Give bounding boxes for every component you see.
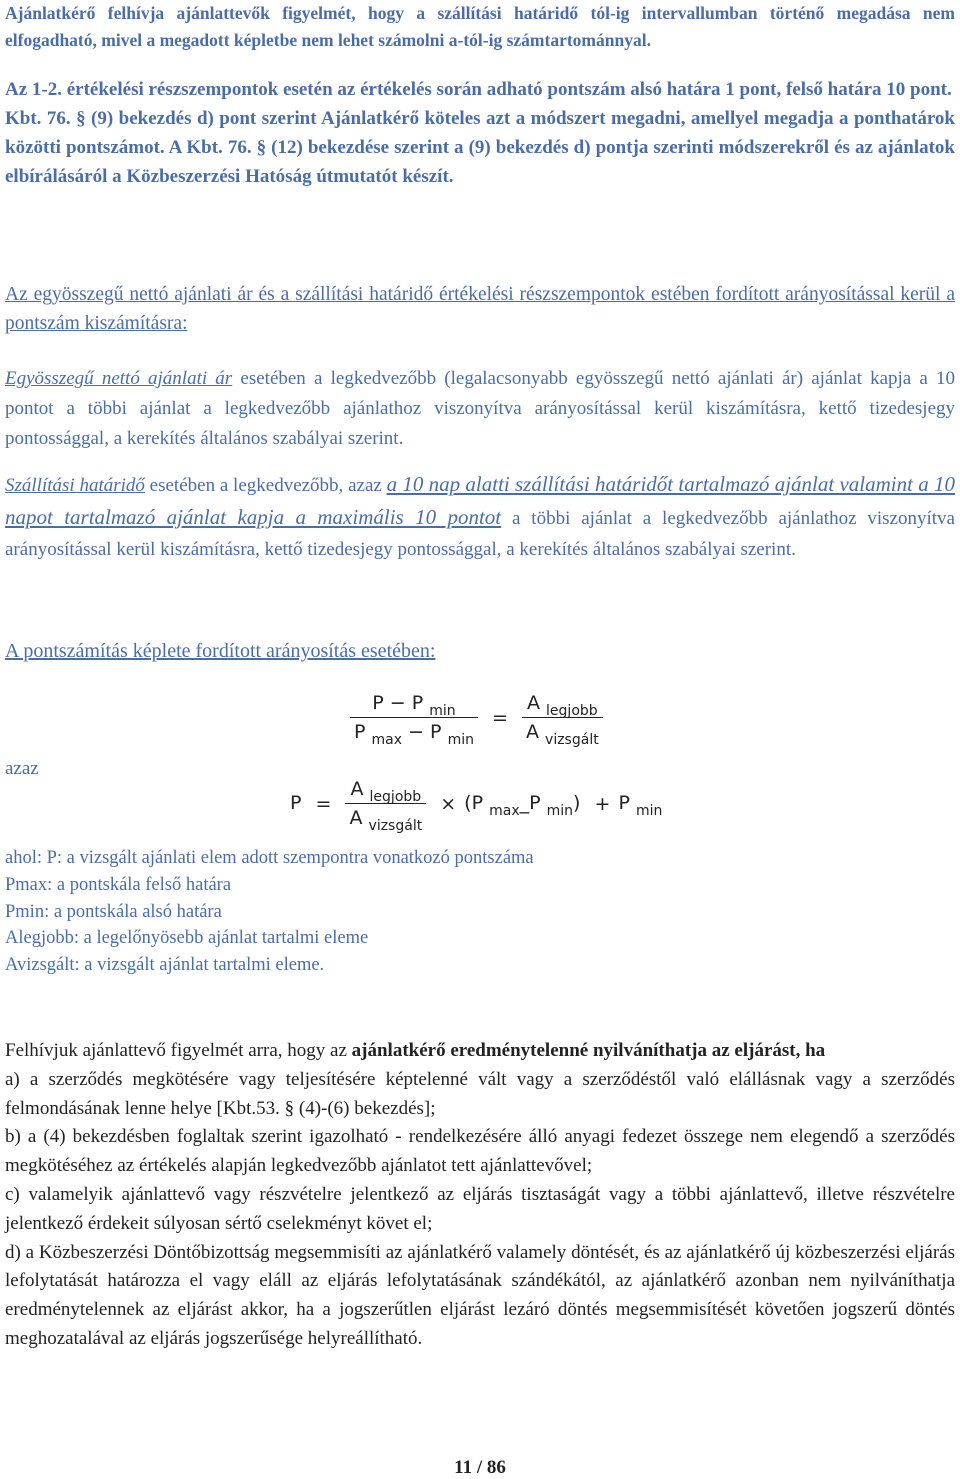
kbt-reference-b: (9) bekezdés d) pont szerint Ajánlatkérő köteles azt a módszert megadni, amellyel megadja a ponthatárok közötti pontszámot. A Kbt. 76. [5,108,955,158]
condition-c: c) valamelyik ajánlattevő vagy részvételre jelentkező az eljárás tisztaságát vagy a többi ajánlattevő, illetve részvételre jelentkező érdekeit súlyosan sértő cselekményt követ el; [5,1183,955,1234]
formula-score-fraction: $\frac{A _{legjobb}}{A _{vizsgált}}$ [345,778,426,829]
paragraph-sign: § [76,108,86,129]
formula-heading: A pontszámítás képlete fordított arányosítás esetében: [5,640,436,662]
formula-left-fraction: $\frac{P - P _{min}}{P _{max} - P _{min}}$ [350,692,478,743]
unsuccessful-procedure-section [5,1037,955,1354]
equals-sign: = [492,706,508,729]
delivery-blue-text: esetében a legkedvezőbb, azaz [144,475,387,496]
condition-b: b) a (4) bekezdésben foglaltak szerint igazolható - rendelkezésére álló anyagi fedezet összege nem elegendő a szerződés megkötéséhez az értékelés alapján legkedvezőbb ajánlatot tett ajánlattevővel; [5,1126,955,1177]
paragraph-sign: § [256,137,267,158]
page-number: 11 / 86 [454,1457,506,1478]
document-page [5,0,955,1479]
net-price-paragraph [5,364,955,454]
score-range-line: Az 1-2. értékelési részszempontok esetén az értékelés során adható pontszám alsó határa 1 pont, felső határa 10 pont. [5,79,952,100]
net-price-blue-text: esetében a legkedvezőbb (legalacsonyabb egyösszegű nettó ajánlati ár) [232,368,804,389]
formula-score: P = $\frac{A _{legjobb}}{A _{vizsgált}}$ × (P $_{max}$_P $_{min}$) + P $_{min}$ [290,778,663,834]
azaz-label: azaz [5,758,39,779]
inverse-proportion-heading: Az egyösszegű nettó ajánlati ár és a szállítási határidő értékelési részszempontok estében fordított arányosítással kerül a pontszám kiszámításra: [5,284,955,334]
formula-ratio [350,692,603,748]
delivery-paragraph [5,469,955,566]
kbt-reference-c: (12) bekezdése szerint a (9) bekezdés d) pontja szerinti módszerekről és az ajánlatok elbírálásáról a Közbeszerzési Hatóság útmutatót készít. [5,137,955,187]
delivery-body: a többi ajánlat a legkedvezőbb ajánlathoz viszonyítva arányosítással kerül kiszámításra, kettő tizedesjegy pontossággal, a kerekítés általános szabályai szerint. [5,507,955,560]
definition-item: Pmin: a pontskála alsó határa [5,901,222,922]
condition-a: a) a szerződés megkötésére vagy teljesítésére képtelenné vált vagy a szerződéstől való elállásnak vagy a szerződés felmondásának lenne helye [Kbt.53. § (4)-(6) bekezdés]; [5,1068,955,1119]
delivery-highlight: a 10 nap alatti szállítási határidőt tartalmazó ajánlat valamint a 10 napot tartalmazó ajánlat kapja a maximális 10 pontot [5,472,955,529]
formula-definitions [5,845,955,979]
definition-item: Alegjobb: a legelőnyösebb ajánlat tartalmi eleme [5,928,369,949]
definition-item: Avizsgált: a vizsgált ajánlat tartalmi eleme. [5,955,325,976]
notice-paragraph: Ajánlatkérő felhívja ajánlattevők figyelmét, hogy a szállítási határidő tól-ig intervallumban történő megadása nem elfogadható, mivel a megadott képletbe nem lehet számolni a-tól-ig számtartománnyal. [5,3,955,50]
unsuccessful-intro: Felhívjuk ajánlattevő figyelmét arra, hogy az ajánlatkérő eredménytelenné nyilváníthatja az eljárást, ha [5,1040,826,1061]
net-price-body: ajánlat kapja a 10 pontot a többi ajánlat a legkedvezőbb ajánlathoz viszonyítva arányosítással kerül kiszámításra, kettő tizedesjegy pontossággal, a kerekítés általános szabályai szerint. [5,368,956,449]
definition-item: Pmax: a pontskála felső határa [5,874,232,895]
definition-item: ahol: P: a vizsgált ajánlati elem adott szempontra vonatkozó pontszáma [5,848,534,868]
formula-right-fraction: $\frac{A _{legjobb}}{A _{vizsgált}}$ [522,692,603,743]
kbt-reference-a: Kbt. 76. [5,108,77,129]
delivery-term: Szállítási határidő [5,475,145,496]
condition-d: d) a Közbeszerzési Döntőbizottság megsemmisíti az ajánlatkérő valamely döntését, és az ajánlatkérő új közbeszerzési eljárás lefolytatását határozza el vagy eláll az eljárás lefolytatásának szándékától, az ajánlatkérő azonban nem nyilváníthatja eredménytelennek az eljárást akkor, ha a jogszerűtlen eljárást lezáró döntés megsemmisítését követően jogszerű döntés meghozatalával az eljárás jogszerűsége helyreállítható. [5,1241,955,1349]
net-price-term: Egyösszegű nettó ajánlati ár [5,368,233,389]
score-range-paragraph [5,75,955,191]
